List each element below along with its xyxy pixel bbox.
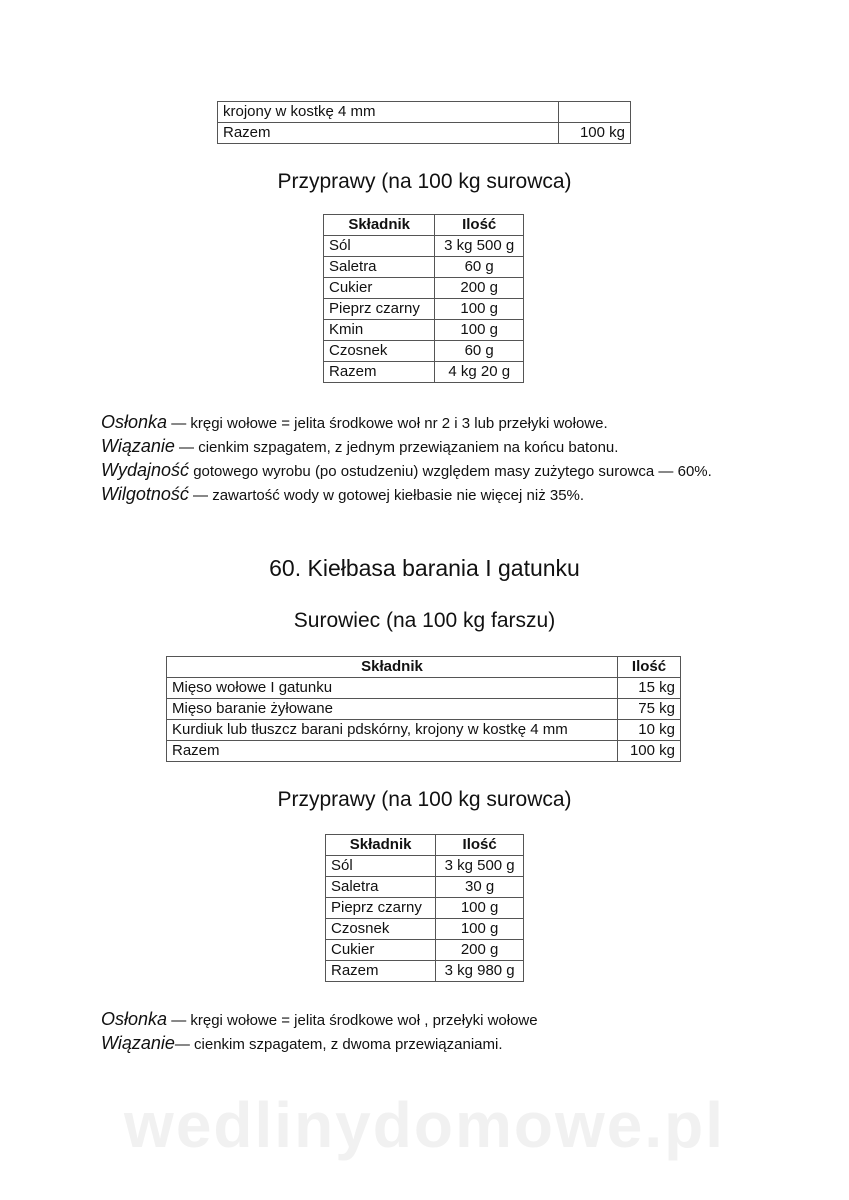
cell: Razem: [218, 123, 559, 144]
note-term: Wiązanie: [101, 436, 175, 456]
cell: Saletra: [326, 877, 436, 898]
cell: Razem: [167, 741, 618, 762]
cell: 60 g: [435, 257, 524, 278]
cell: 100 g: [435, 299, 524, 320]
cell: 100 g: [435, 320, 524, 341]
table-row: [324, 362, 524, 383]
cell: 3 kg 500 g: [435, 236, 524, 257]
watermark: wedlinydomowe.pl: [124, 1089, 725, 1161]
cell: 60 g: [435, 341, 524, 362]
cell: Cukier: [324, 278, 435, 299]
table-row: [324, 278, 524, 299]
cell: 10 kg: [618, 720, 681, 741]
notes-section-1: [101, 411, 741, 507]
note-term: Wilgotność: [101, 484, 189, 504]
cell: Razem: [326, 961, 436, 982]
table-row: [167, 678, 681, 699]
cell: Czosnek: [324, 341, 435, 362]
column-header: Składnik: [326, 835, 436, 856]
note-moisture: [101, 483, 741, 507]
table-row: [324, 299, 524, 320]
note-casing: [101, 411, 741, 435]
table-row: [326, 856, 524, 877]
column-header: Ilość: [436, 835, 524, 856]
note-term: Wydajność: [101, 460, 190, 480]
table-row: [326, 898, 524, 919]
top-table: [217, 101, 631, 144]
cell: 100 kg: [618, 741, 681, 762]
cell: 4 kg 20 g: [435, 362, 524, 383]
note-text: — cienkim szpagatem, z jednym przewiązaniem na końcu batonu.: [174, 439, 619, 456]
table-header-row: [167, 657, 681, 678]
spices-heading-2: Przyprawy (na 100 kg surowca): [277, 788, 572, 811]
cell: 15 kg: [618, 678, 681, 699]
table-row: [326, 940, 524, 961]
column-header: Składnik: [324, 215, 435, 236]
note-yield: [101, 459, 741, 483]
cell: [559, 102, 631, 123]
cell: 75 kg: [618, 699, 681, 720]
spices-table-2: [325, 834, 524, 982]
note-term: Osłonka: [101, 412, 168, 432]
note-term: Osłonka: [101, 1009, 168, 1029]
spices-heading: Przyprawy (na 100 kg surowca): [277, 170, 572, 193]
table-row: [324, 320, 524, 341]
note-casing: [101, 1008, 741, 1032]
spices-table: [323, 214, 524, 383]
note-tying: [101, 1032, 741, 1056]
table-row: [167, 741, 681, 762]
cell: 100 g: [436, 919, 524, 940]
cell: Pieprz czarny: [326, 898, 436, 919]
note-text: — cienkim szpagatem, z dwoma przewiązaniami.: [174, 1036, 503, 1053]
cell: Razem: [324, 362, 435, 383]
column-header: Składnik: [167, 657, 618, 678]
cell: Sól: [326, 856, 436, 877]
recipe-title: 60. Kiełbasa barania I gatunku: [269, 555, 580, 581]
cell: 3 kg 500 g: [436, 856, 524, 877]
table-row: [324, 236, 524, 257]
note-term: Wiązanie: [101, 1033, 175, 1053]
raw-material-table: [166, 656, 681, 762]
note-tying: [101, 435, 741, 459]
cell: Mięso baranie żyłowane: [167, 699, 618, 720]
cell: Kurdiuk lub tłuszcz barani pdskórny, krojony w kostkę 4 mm: [167, 720, 618, 741]
cell: Pieprz czarny: [324, 299, 435, 320]
cell: Cukier: [326, 940, 436, 961]
table-header-row: [326, 835, 524, 856]
cell: Kmin: [324, 320, 435, 341]
cell: 100 g: [436, 898, 524, 919]
column-header: Ilość: [618, 657, 681, 678]
cell: Sól: [324, 236, 435, 257]
note-text: gotowego wyrobu (po ostudzeniu) względem masy zużytego surowca — 60%.: [189, 463, 712, 480]
cell: 200 g: [435, 278, 524, 299]
table-row: [167, 699, 681, 720]
table-row: [167, 720, 681, 741]
table-row: [324, 257, 524, 278]
cell: Saletra: [324, 257, 435, 278]
table-row: [218, 102, 631, 123]
table-row: [326, 961, 524, 982]
cell: krojony w kostkę 4 mm: [218, 102, 559, 123]
table-row: [326, 877, 524, 898]
note-text: — kręgi wołowe = jelita środkowe woł , przełyki wołowe: [167, 1012, 538, 1029]
note-text: — zawartość wody w gotowej kiełbasie nie więcej niż 35%.: [188, 487, 585, 504]
notes-section-2: [101, 1008, 741, 1056]
cell: 30 g: [436, 877, 524, 898]
cell: Mięso wołowe I gatunku: [167, 678, 618, 699]
cell: 200 g: [436, 940, 524, 961]
note-text: — kręgi wołowe = jelita środkowe woł nr 2 i 3 lub przełyki wołowe.: [167, 415, 608, 432]
cell: 100 kg: [559, 123, 631, 144]
column-header: Ilość: [435, 215, 524, 236]
table-header-row: [324, 215, 524, 236]
table-row: [326, 919, 524, 940]
cell: Czosnek: [326, 919, 436, 940]
raw-material-heading: Surowiec (na 100 kg farszu): [293, 609, 556, 632]
cell: 3 kg 980 g: [436, 961, 524, 982]
table-row: [218, 123, 631, 144]
table-row: [324, 341, 524, 362]
